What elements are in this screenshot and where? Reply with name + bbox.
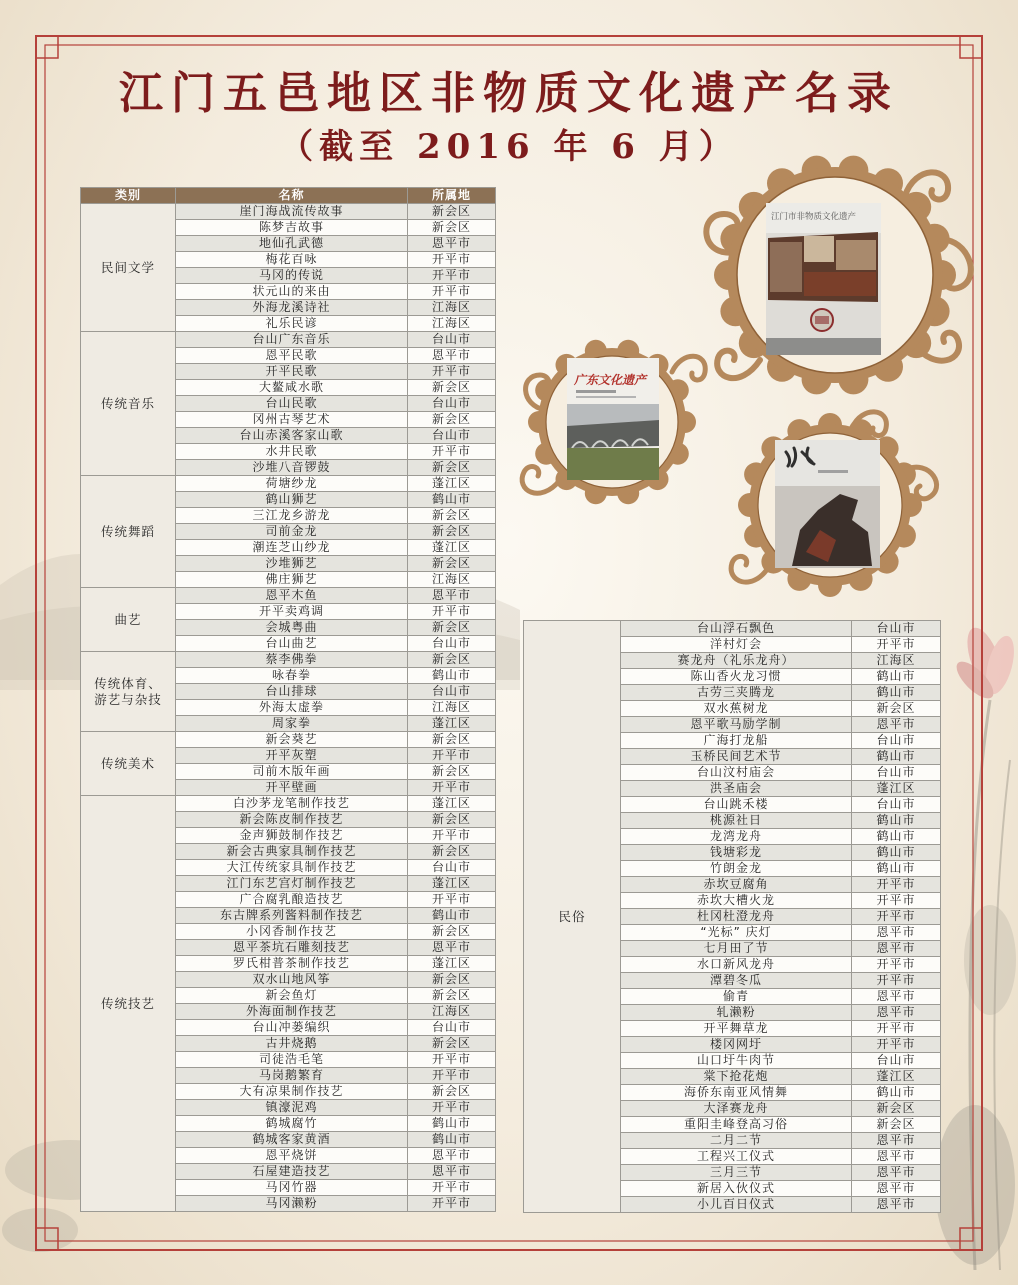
heritage-item-location: 开平市 bbox=[852, 1021, 941, 1037]
heritage-item-name: 陈梦吉故事 bbox=[176, 220, 408, 236]
category-cell: 民俗 bbox=[524, 621, 621, 1213]
heritage-item-location: 开平市 bbox=[408, 604, 496, 620]
heritage-item-name: 白沙茅龙笔制作技艺 bbox=[176, 796, 408, 812]
heritage-item-location: 新会区 bbox=[408, 732, 496, 748]
heritage-item-name: 司前木版年画 bbox=[176, 764, 408, 780]
heritage-item-location: 鹤山市 bbox=[852, 845, 941, 861]
heritage-item-location: 恩平市 bbox=[852, 1133, 941, 1149]
heritage-item-location: 台山市 bbox=[408, 332, 496, 348]
heritage-item-name: 工程兴工仪式 bbox=[621, 1149, 852, 1165]
heritage-item-name: 外海龙溪诗社 bbox=[176, 300, 408, 316]
heritage-item-name: 新会古典家具制作技艺 bbox=[176, 844, 408, 860]
heritage-item-location: 开平市 bbox=[852, 973, 941, 989]
heritage-item-name: “光标” 庆灯 bbox=[621, 925, 852, 941]
heritage-item-name: 双水山地风筝 bbox=[176, 972, 408, 988]
lotus-leaf-left-2 bbox=[2, 1208, 78, 1252]
heritage-item-location: 蓬江区 bbox=[408, 476, 496, 492]
heritage-item-location: 开平市 bbox=[408, 284, 496, 300]
heritage-item-name: 金声狮鼓制作技艺 bbox=[176, 828, 408, 844]
heritage-item-name: 广合腐乳酿造技艺 bbox=[176, 892, 408, 908]
heritage-item-location: 恩平市 bbox=[852, 1149, 941, 1165]
heritage-item-location: 开平市 bbox=[408, 444, 496, 460]
heritage-item-name: 鹤城腐竹 bbox=[176, 1116, 408, 1132]
heritage-item-location: 台山市 bbox=[408, 636, 496, 652]
heritage-item-location: 开平市 bbox=[408, 364, 496, 380]
lotus-leaf-right-2 bbox=[964, 905, 1016, 1015]
heritage-item-name: 台山冲蒌编织 bbox=[176, 1020, 408, 1036]
heritage-item-name: 轧濑粉 bbox=[621, 1005, 852, 1021]
heritage-item-location: 江海区 bbox=[408, 1004, 496, 1020]
heritage-item-location: 蓬江区 bbox=[408, 956, 496, 972]
heritage-item-name: 恩平木鱼 bbox=[176, 588, 408, 604]
heritage-item-name: 沙堆八音锣鼓 bbox=[176, 460, 408, 476]
heritage-item-name: 周家拳 bbox=[176, 716, 408, 732]
heritage-item-name: 佛庄狮艺 bbox=[176, 572, 408, 588]
heritage-item-name: 小儿百日仪式 bbox=[621, 1197, 852, 1213]
heritage-item-location: 新会区 bbox=[408, 764, 496, 780]
heritage-item-location: 蓬江区 bbox=[852, 1069, 941, 1085]
book-cover-2 bbox=[567, 358, 659, 480]
heritage-item-location: 台山市 bbox=[408, 684, 496, 700]
heritage-item-name: 竹朗金龙 bbox=[621, 861, 852, 877]
heritage-item-location: 鹤山市 bbox=[852, 685, 941, 701]
heritage-item-name: 龙湾龙舟 bbox=[621, 829, 852, 845]
heritage-item-location: 新会区 bbox=[408, 556, 496, 572]
heritage-item-name: 礼乐民谚 bbox=[176, 316, 408, 332]
heritage-item-name: 偷青 bbox=[621, 989, 852, 1005]
heritage-item-name: 鹤山狮艺 bbox=[176, 492, 408, 508]
book-cover-1 bbox=[766, 203, 881, 355]
heritage-item-name: 崖门海战流传故事 bbox=[176, 204, 408, 220]
header-location: 所属地 bbox=[408, 188, 496, 204]
heritage-item-location: 江海区 bbox=[408, 316, 496, 332]
heritage-item-name: 鹤城客家黄酒 bbox=[176, 1132, 408, 1148]
heritage-item-name: 恩平歌马励学制 bbox=[621, 717, 852, 733]
frame-corner-tr bbox=[960, 36, 982, 58]
heritage-item-location: 开平市 bbox=[852, 893, 941, 909]
heritage-item-name: 洪圣庙会 bbox=[621, 781, 852, 797]
heritage-item-location: 新会区 bbox=[408, 412, 496, 428]
heritage-item-location: 新会区 bbox=[852, 701, 941, 717]
heritage-item-location: 新会区 bbox=[408, 924, 496, 940]
heritage-item-location: 开平市 bbox=[408, 780, 496, 796]
heritage-item-location: 新会区 bbox=[408, 988, 496, 1004]
heritage-item-name: 赛龙舟（礼乐龙舟） bbox=[621, 653, 852, 669]
heritage-item-name: 赤坎豆腐角 bbox=[621, 877, 852, 893]
heritage-item-location: 恩平市 bbox=[408, 940, 496, 956]
heritage-item-name: 开平卖鸡调 bbox=[176, 604, 408, 620]
heritage-item-location: 恩平市 bbox=[852, 989, 941, 1005]
heritage-item-location: 开平市 bbox=[852, 1037, 941, 1053]
heritage-item-name: 玉桥民间艺术节 bbox=[621, 749, 852, 765]
heritage-item-name: 潭碧冬瓜 bbox=[621, 973, 852, 989]
heritage-item-name: 潮连芝山纱龙 bbox=[176, 540, 408, 556]
heritage-item-location: 鹤山市 bbox=[852, 669, 941, 685]
heritage-item-name: 马岗鹅繁育 bbox=[176, 1068, 408, 1084]
heritage-item-name: 三月三节 bbox=[621, 1165, 852, 1181]
header-name: 名称 bbox=[176, 188, 408, 204]
heritage-item-location: 恩平市 bbox=[852, 925, 941, 941]
heritage-item-name: 海侨东南亚风情舞 bbox=[621, 1085, 852, 1101]
heritage-item-location: 鹤山市 bbox=[852, 749, 941, 765]
heritage-item-name: 古井烧鹅 bbox=[176, 1036, 408, 1052]
heritage-item-location: 台山市 bbox=[852, 797, 941, 813]
category-cell: 曲艺 bbox=[81, 588, 176, 652]
heritage-item-name: 马冈竹器 bbox=[176, 1180, 408, 1196]
heritage-item-name: 荷塘纱龙 bbox=[176, 476, 408, 492]
right-heritage-table bbox=[523, 620, 941, 1213]
heritage-item-location: 新会区 bbox=[408, 1036, 496, 1052]
frame-corner-tl bbox=[36, 36, 58, 58]
heritage-item-location: 新会区 bbox=[408, 524, 496, 540]
heritage-item-location: 鹤山市 bbox=[408, 1116, 496, 1132]
heritage-item-location: 鹤山市 bbox=[852, 813, 941, 829]
heritage-item-name: 江门东艺宫灯制作技艺 bbox=[176, 876, 408, 892]
heritage-item-name: 水口新风龙舟 bbox=[621, 957, 852, 973]
heritage-item-location: 新会区 bbox=[408, 204, 496, 220]
heritage-item-name: 新会陈皮制作技艺 bbox=[176, 812, 408, 828]
heritage-item-location: 新会区 bbox=[408, 220, 496, 236]
heritage-item-name: 新会鱼灯 bbox=[176, 988, 408, 1004]
heritage-item-location: 蓬江区 bbox=[408, 796, 496, 812]
poster-subtitle: （截至 2016 年 6 月） bbox=[279, 127, 739, 167]
medallion-large bbox=[706, 156, 970, 395]
heritage-item-location: 恩平市 bbox=[408, 348, 496, 364]
heritage-item-location: 开平市 bbox=[852, 637, 941, 653]
heritage-item-name: 大鳌咸水歌 bbox=[176, 380, 408, 396]
heritage-item-name: 罗氏柑普茶制作技艺 bbox=[176, 956, 408, 972]
heritage-item-name: 棠下抢花炮 bbox=[621, 1069, 852, 1085]
heritage-item-name: 陈山香火龙习惯 bbox=[621, 669, 852, 685]
heritage-item-name: 赤坎大槽火龙 bbox=[621, 893, 852, 909]
heritage-item-location: 新会区 bbox=[408, 380, 496, 396]
category-cell: 传统技艺 bbox=[81, 796, 176, 1212]
heritage-item-name: 大江传统家具制作技艺 bbox=[176, 860, 408, 876]
heritage-item-name: 台山汶村庙会 bbox=[621, 765, 852, 781]
heritage-item-location: 恩平市 bbox=[408, 1164, 496, 1180]
heritage-item-location: 新会区 bbox=[408, 844, 496, 860]
heritage-item-name: 恩平民歌 bbox=[176, 348, 408, 364]
heritage-item-name: 开平壁画 bbox=[176, 780, 408, 796]
heritage-item-location: 开平市 bbox=[408, 252, 496, 268]
heritage-item-name: 马冈濑粉 bbox=[176, 1196, 408, 1212]
heritage-item-location: 台山市 bbox=[852, 1053, 941, 1069]
heritage-item-name: 桃源社日 bbox=[621, 813, 852, 829]
book-cover-3 bbox=[775, 440, 880, 568]
heritage-item-name: 东古牌系列酱料制作技艺 bbox=[176, 908, 408, 924]
heritage-item-location: 新会区 bbox=[408, 460, 496, 476]
heritage-item-name: 司徒浩毛笔 bbox=[176, 1052, 408, 1068]
heritage-item-name: 咏春拳 bbox=[176, 668, 408, 684]
cover-cityscape bbox=[766, 338, 881, 355]
medallion-left bbox=[522, 340, 705, 504]
heritage-item-location: 新会区 bbox=[408, 620, 496, 636]
heritage-item-location: 开平市 bbox=[408, 1180, 496, 1196]
category-cell: 传统舞蹈 bbox=[81, 476, 176, 588]
heritage-item-location: 恩平市 bbox=[852, 717, 941, 733]
heritage-item-location: 江海区 bbox=[408, 300, 496, 316]
heritage-item-location: 开平市 bbox=[852, 957, 941, 973]
category-cell: 民间文学 bbox=[81, 204, 176, 332]
heritage-item-location: 鹤山市 bbox=[852, 861, 941, 877]
heritage-item-location: 台山市 bbox=[408, 1020, 496, 1036]
heritage-item-name: 重阳圭峰登高习俗 bbox=[621, 1117, 852, 1133]
heritage-item-location: 恩平市 bbox=[408, 236, 496, 252]
heritage-item-location: 江海区 bbox=[852, 653, 941, 669]
heritage-item-name: 台山排球 bbox=[176, 684, 408, 700]
medallion-right bbox=[731, 412, 936, 597]
heritage-item-location: 开平市 bbox=[408, 1196, 496, 1212]
heritage-item-name: 状元山的来由 bbox=[176, 284, 408, 300]
heritage-item-name: 二月二节 bbox=[621, 1133, 852, 1149]
heritage-item-name: 山口圩牛肉节 bbox=[621, 1053, 852, 1069]
heritage-item-location: 新会区 bbox=[408, 652, 496, 668]
heritage-item-name: 台山浮石飘色 bbox=[621, 621, 852, 637]
heritage-item-location: 开平市 bbox=[408, 892, 496, 908]
heritage-item-name: 蔡李佛拳 bbox=[176, 652, 408, 668]
heritage-item-name: 大泽赛龙舟 bbox=[621, 1101, 852, 1117]
heritage-item-location: 江海区 bbox=[408, 700, 496, 716]
heritage-item-name: 开平民歌 bbox=[176, 364, 408, 380]
heritage-item-location: 台山市 bbox=[852, 765, 941, 781]
heritage-item-name: 台山曲艺 bbox=[176, 636, 408, 652]
heritage-item-name: 双水蕉树龙 bbox=[621, 701, 852, 717]
heritage-item-location: 台山市 bbox=[408, 428, 496, 444]
category-cell: 传统音乐 bbox=[81, 332, 176, 476]
heritage-item-name: 台山赤溪客家山歌 bbox=[176, 428, 408, 444]
heritage-item-location: 新会区 bbox=[408, 1084, 496, 1100]
heritage-item-name: 台山广东音乐 bbox=[176, 332, 408, 348]
heritage-item-location: 开平市 bbox=[408, 1052, 496, 1068]
heritage-item-name: 开平舞草龙 bbox=[621, 1021, 852, 1037]
heritage-item-name: 恩平茶坑石雕刻技艺 bbox=[176, 940, 408, 956]
heritage-item-location: 新会区 bbox=[852, 1117, 941, 1133]
heritage-item-name: 司前金龙 bbox=[176, 524, 408, 540]
heritage-item-location: 开平市 bbox=[408, 748, 496, 764]
heritage-item-location: 开平市 bbox=[408, 828, 496, 844]
heritage-item-name: 冈州古琴艺术 bbox=[176, 412, 408, 428]
heritage-item-name: 杜冈杜澄龙舟 bbox=[621, 909, 852, 925]
poster-title: 江门五邑地区非物质文化遗产名录 bbox=[119, 68, 899, 119]
heritage-item-name: 外海面制作技艺 bbox=[176, 1004, 408, 1020]
heritage-item-location: 新会区 bbox=[852, 1101, 941, 1117]
left-heritage-table bbox=[80, 187, 496, 1212]
heritage-item-location: 台山市 bbox=[852, 733, 941, 749]
heritage-item-name: 新居入伙仪式 bbox=[621, 1181, 852, 1197]
heritage-item-name: 台山跳禾楼 bbox=[621, 797, 852, 813]
heritage-item-location: 鹤山市 bbox=[852, 829, 941, 845]
heritage-item-location: 蓬江区 bbox=[408, 876, 496, 892]
heritage-item-location: 恩平市 bbox=[852, 941, 941, 957]
heritage-item-name: 钱塘彩龙 bbox=[621, 845, 852, 861]
heritage-item-name: 广海打龙船 bbox=[621, 733, 852, 749]
heritage-item-location: 开平市 bbox=[408, 268, 496, 284]
category-cell: 传统美术 bbox=[81, 732, 176, 796]
cover-ground bbox=[567, 448, 659, 480]
heritage-item-name: 恩平烧饼 bbox=[176, 1148, 408, 1164]
heritage-item-location: 开平市 bbox=[408, 1068, 496, 1084]
heritage-item-name: 三江龙乡游龙 bbox=[176, 508, 408, 524]
heritage-item-name: 会城粤曲 bbox=[176, 620, 408, 636]
heritage-item-location: 鹤山市 bbox=[408, 1132, 496, 1148]
heritage-item-name: 新会葵艺 bbox=[176, 732, 408, 748]
heritage-item-name: 水井民歌 bbox=[176, 444, 408, 460]
heritage-item-location: 恩平市 bbox=[852, 1197, 941, 1213]
heritage-item-location: 台山市 bbox=[408, 860, 496, 876]
heritage-item-name: 小冈香制作技艺 bbox=[176, 924, 408, 940]
heritage-item-name: 古劳三夹腾龙 bbox=[621, 685, 852, 701]
heritage-item-name: 台山民歌 bbox=[176, 396, 408, 412]
heritage-item-location: 新会区 bbox=[408, 972, 496, 988]
heritage-item-location: 鹤山市 bbox=[408, 908, 496, 924]
heritage-item-name: 七月田了节 bbox=[621, 941, 852, 957]
heritage-item-location: 鹤山市 bbox=[852, 1085, 941, 1101]
heritage-item-location: 恩平市 bbox=[852, 1181, 941, 1197]
heritage-item-name: 开平灰塑 bbox=[176, 748, 408, 764]
heritage-item-location: 开平市 bbox=[852, 909, 941, 925]
heritage-item-location: 台山市 bbox=[408, 396, 496, 412]
heritage-item-name: 镇濠泥鸡 bbox=[176, 1100, 408, 1116]
heritage-item-location: 鹤山市 bbox=[408, 492, 496, 508]
category-cell: 传统体育、 游艺与杂技 bbox=[81, 652, 176, 732]
heritage-item-location: 恩平市 bbox=[408, 1148, 496, 1164]
book-cover-1-title: 江门市非物质文化遗产 bbox=[771, 212, 857, 222]
heritage-item-name: 外海太虚拳 bbox=[176, 700, 408, 716]
heritage-item-location: 蓬江区 bbox=[408, 716, 496, 732]
heritage-item-name: 洋村灯会 bbox=[621, 637, 852, 653]
heritage-item-name: 大有凉果制作技艺 bbox=[176, 1084, 408, 1100]
heritage-item-location: 蓬江区 bbox=[852, 781, 941, 797]
heritage-item-location: 恩平市 bbox=[852, 1165, 941, 1181]
heritage-item-location: 新会区 bbox=[408, 508, 496, 524]
heritage-item-name: 楼冈网圩 bbox=[621, 1037, 852, 1053]
heritage-item-location: 蓬江区 bbox=[408, 540, 496, 556]
heritage-item-location: 台山市 bbox=[852, 621, 941, 637]
heritage-item-location: 江海区 bbox=[408, 572, 496, 588]
heritage-item-location: 鹤山市 bbox=[408, 668, 496, 684]
heritage-item-name: 石屋建造技艺 bbox=[176, 1164, 408, 1180]
lotus-flower bbox=[951, 623, 1018, 704]
heritage-item-location: 开平市 bbox=[408, 1100, 496, 1116]
header-category: 类别 bbox=[81, 188, 176, 204]
heritage-item-location: 新会区 bbox=[408, 812, 496, 828]
heritage-item-name: 马冈的传说 bbox=[176, 268, 408, 284]
heritage-item-location: 恩平市 bbox=[852, 1005, 941, 1021]
heritage-item-location: 恩平市 bbox=[408, 588, 496, 604]
heritage-item-location: 开平市 bbox=[852, 877, 941, 893]
heritage-item-name: 沙堆狮艺 bbox=[176, 556, 408, 572]
book-cover-2-title: 广东文化遗产 bbox=[574, 373, 647, 387]
heritage-item-name: 地仙孔武德 bbox=[176, 236, 408, 252]
heritage-item-name: 梅花百咏 bbox=[176, 252, 408, 268]
